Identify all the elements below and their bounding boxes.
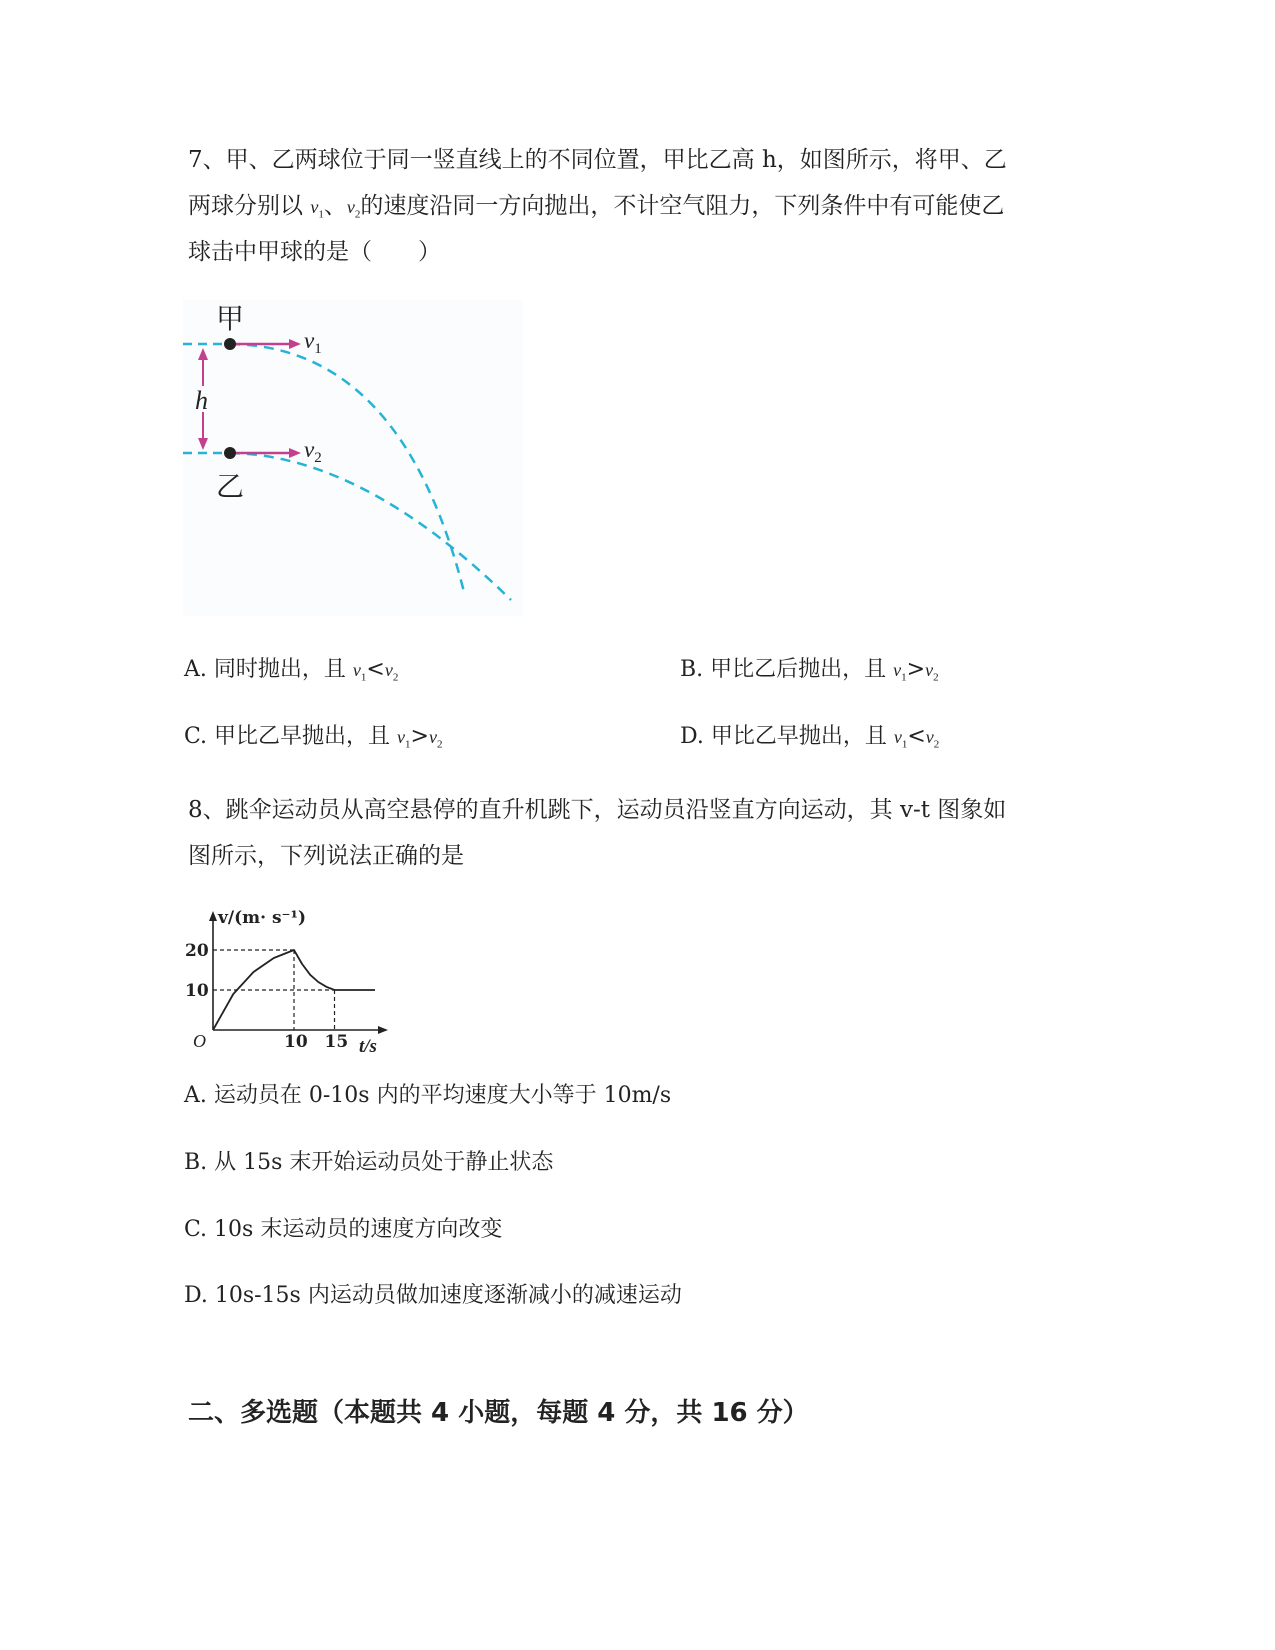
section-title: 二、多选题（本题共 4 小题，每题 4 分，共 16 分） [188, 1398, 809, 1428]
x-axis-arrow [378, 1026, 388, 1034]
ball-yi [224, 447, 236, 459]
q8-line-2: 图所示，下列说法正确的是 [188, 843, 464, 869]
label-jia: 甲 [216, 302, 245, 335]
label-h: h [195, 386, 208, 415]
q8-line-1: 8、跳伞运动员从高空悬停的直升机跳下，运动员沿竖直方向运动，其 v-t 图象如 [188, 797, 1007, 823]
q7-line-2 [188, 191, 1004, 230]
q7-option-a[interactable]: A. 同时抛出，且 $v_1<v_2$ [184, 657, 399, 684]
q7-line-2-start: 两球分别以 [188, 193, 303, 219]
q7-option-b[interactable]: B. 甲比乙后抛出，且 $v_1>v_2$ [680, 657, 939, 684]
q8-option-a[interactable]: A. 运动员在 0-10s 内的平均速度大小等于 10m/s [184, 1083, 672, 1108]
q8-option-d[interactable]: D. 10s-15s 内运动员做加速度逐渐减小的减速运动 [184, 1283, 682, 1308]
vt-curve [213, 950, 375, 1030]
q8-vt-chart [183, 905, 403, 1055]
label-v2: $v_2$ [304, 437, 322, 466]
ball-jia [224, 338, 236, 350]
q7-v2: $v_2$ [346, 197, 361, 221]
q8-option-c[interactable]: C. 10s 末运动员的速度方向改变 [184, 1217, 503, 1242]
x-tick-label: 10 [284, 1032, 308, 1052]
origin-label: O [193, 1031, 206, 1051]
q7-line-3: 球击中甲球的是（ ） [188, 239, 441, 265]
label-yi: 乙 [216, 470, 245, 503]
q7-v1: $v_1$ [310, 197, 324, 221]
y-axis-arrow [209, 911, 217, 921]
q7-sep: 、 [323, 193, 347, 219]
q7-line-1: 7、甲、乙两球位于同一竖直线上的不同位置，甲比乙高 h，如图所示，将甲、乙 [188, 147, 1007, 173]
y-axis-label: v/(m· s⁻¹) [218, 908, 306, 928]
y-tick-label: 10 [185, 981, 209, 1001]
y-tick-label: 20 [185, 941, 209, 961]
x-axis-label: t/s [359, 1036, 377, 1057]
label-v1: $v_1$ [304, 328, 322, 357]
q7-line-2-end: 的速度沿同一方向抛出，不计空气阻力，下列条件中有可能使乙 [360, 193, 1005, 219]
q8-option-b[interactable]: B. 从 15s 末开始运动员处于静止状态 [184, 1150, 554, 1175]
q7-figure [183, 300, 523, 616]
x-tick-label: 15 [324, 1032, 349, 1052]
q7-option-d[interactable]: D. 甲比乙早抛出，且 $v_1<v_2$ [680, 724, 940, 751]
q7-option-c[interactable]: C. 甲比乙早抛出，且 $v_1>v_2$ [184, 724, 443, 751]
